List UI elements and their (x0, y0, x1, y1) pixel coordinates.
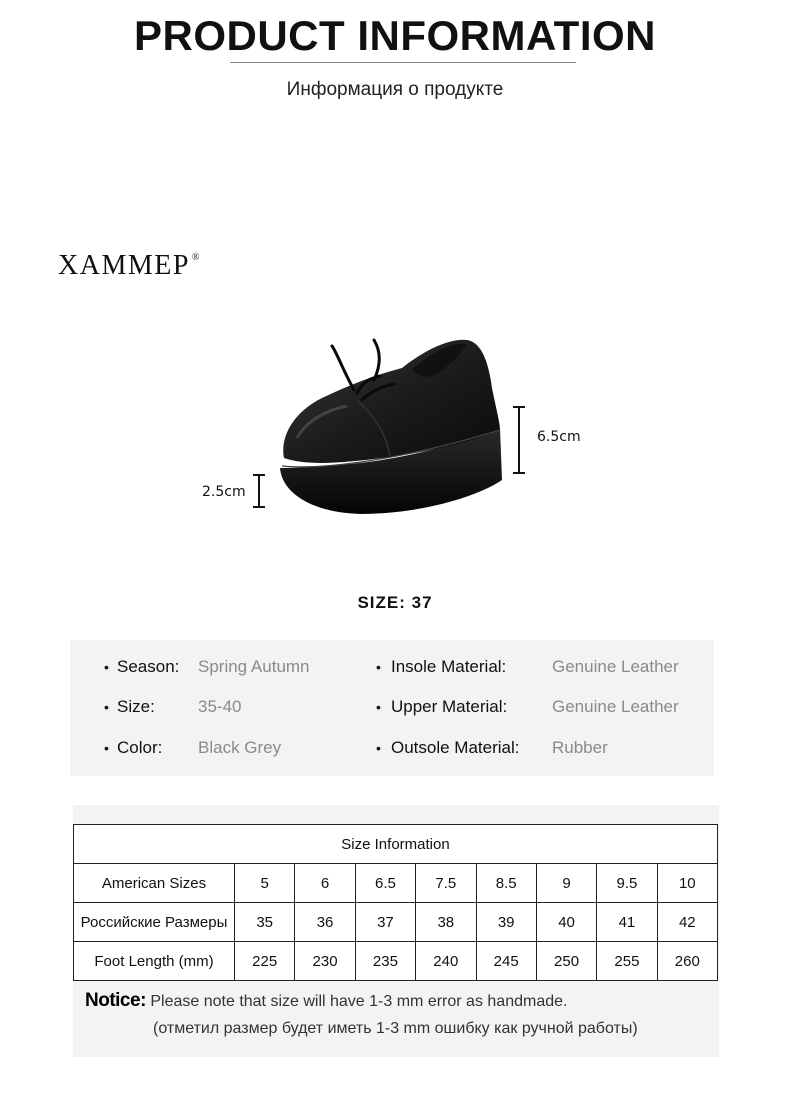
notice-label: Notice: (85, 990, 146, 1011)
bullet-icon: • (104, 659, 109, 675)
brand-name: XAMMEP (58, 250, 190, 281)
table-cell: 39 (476, 903, 536, 942)
spec-key: Outsole Material: (391, 738, 520, 757)
table-cell: 5 (235, 864, 295, 903)
spec-row (70, 697, 714, 721)
table-cell: 255 (597, 942, 657, 981)
table-cell: 42 (657, 903, 717, 942)
spec-key: Season: (117, 657, 180, 676)
spec-value: Genuine Leather (552, 657, 679, 676)
table-cell: 41 (597, 903, 657, 942)
title-divider (230, 62, 576, 63)
table-cell: 230 (295, 942, 355, 981)
spec-row (70, 657, 714, 681)
shoe-image (262, 328, 512, 523)
spec-key: Insole Material: (391, 657, 507, 676)
table-title: Size Information (74, 825, 718, 864)
table-row (74, 864, 718, 903)
spec-key: Size: (117, 697, 155, 716)
spec-key: Color: (117, 738, 163, 757)
table-cell: 9 (536, 864, 596, 903)
table-cell: 250 (536, 942, 596, 981)
spec-key: Upper Material: (391, 697, 508, 716)
bullet-icon: • (104, 740, 109, 756)
table-cell: 240 (416, 942, 476, 981)
table-cell: 36 (295, 903, 355, 942)
page-title: PRODUCT INFORMATION (133, 12, 656, 59)
spec-value: Rubber (552, 738, 608, 757)
bullet-icon: • (376, 699, 381, 715)
size-value: 37 (411, 593, 433, 612)
platform-height-label: 2.5cm (202, 484, 246, 500)
table-cell: 38 (416, 903, 476, 942)
notice-text-ru: (отметил размер будет иметь 1-3 mm ошибку как ручной работы) (153, 1020, 638, 1037)
table-row (74, 942, 718, 981)
spec-panel (70, 640, 714, 776)
bullet-icon: • (376, 659, 381, 675)
table-row (74, 903, 718, 942)
table-cell: 6.5 (355, 864, 415, 903)
row-label: American Sizes (74, 864, 235, 903)
table-cell: 9.5 (597, 864, 657, 903)
table-cell: 35 (235, 903, 295, 942)
page-subtitle: Информация о продукте (286, 79, 504, 100)
spec-value: 35-40 (198, 697, 242, 716)
notice-text: Please note that size will have 1-3 mm error as handmade. (150, 993, 568, 1010)
table-cell: 225 (235, 942, 295, 981)
size-display (0, 593, 790, 613)
table-cell: 10 (657, 864, 717, 903)
spec-row (70, 738, 714, 762)
table-cell: 6 (295, 864, 355, 903)
table-cell: 245 (476, 942, 536, 981)
table-cell: 260 (657, 942, 717, 981)
table-cell: 40 (536, 903, 596, 942)
table-cell: 235 (355, 942, 415, 981)
notice (85, 990, 567, 1012)
registered-mark: ® (191, 252, 202, 263)
size-table (73, 824, 718, 981)
table-header-row (74, 825, 718, 864)
heel-height-label: 6.5cm (537, 429, 581, 445)
row-label: Foot Length (mm) (74, 942, 235, 981)
spec-value: Black Grey (198, 738, 282, 757)
size-label: SIZE: (357, 593, 406, 612)
row-label: Российские Размеры (74, 903, 235, 942)
heel-height-marker (510, 406, 528, 476)
table-cell: 7.5 (416, 864, 476, 903)
bullet-icon: • (104, 699, 109, 715)
spec-value: Genuine Leather (552, 697, 679, 716)
brand-logo (58, 250, 201, 282)
spec-value: Spring Autumn (198, 657, 310, 676)
table-cell: 37 (355, 903, 415, 942)
table-cell: 8.5 (476, 864, 536, 903)
bullet-icon: • (376, 740, 381, 756)
platform-height-marker (250, 474, 268, 510)
